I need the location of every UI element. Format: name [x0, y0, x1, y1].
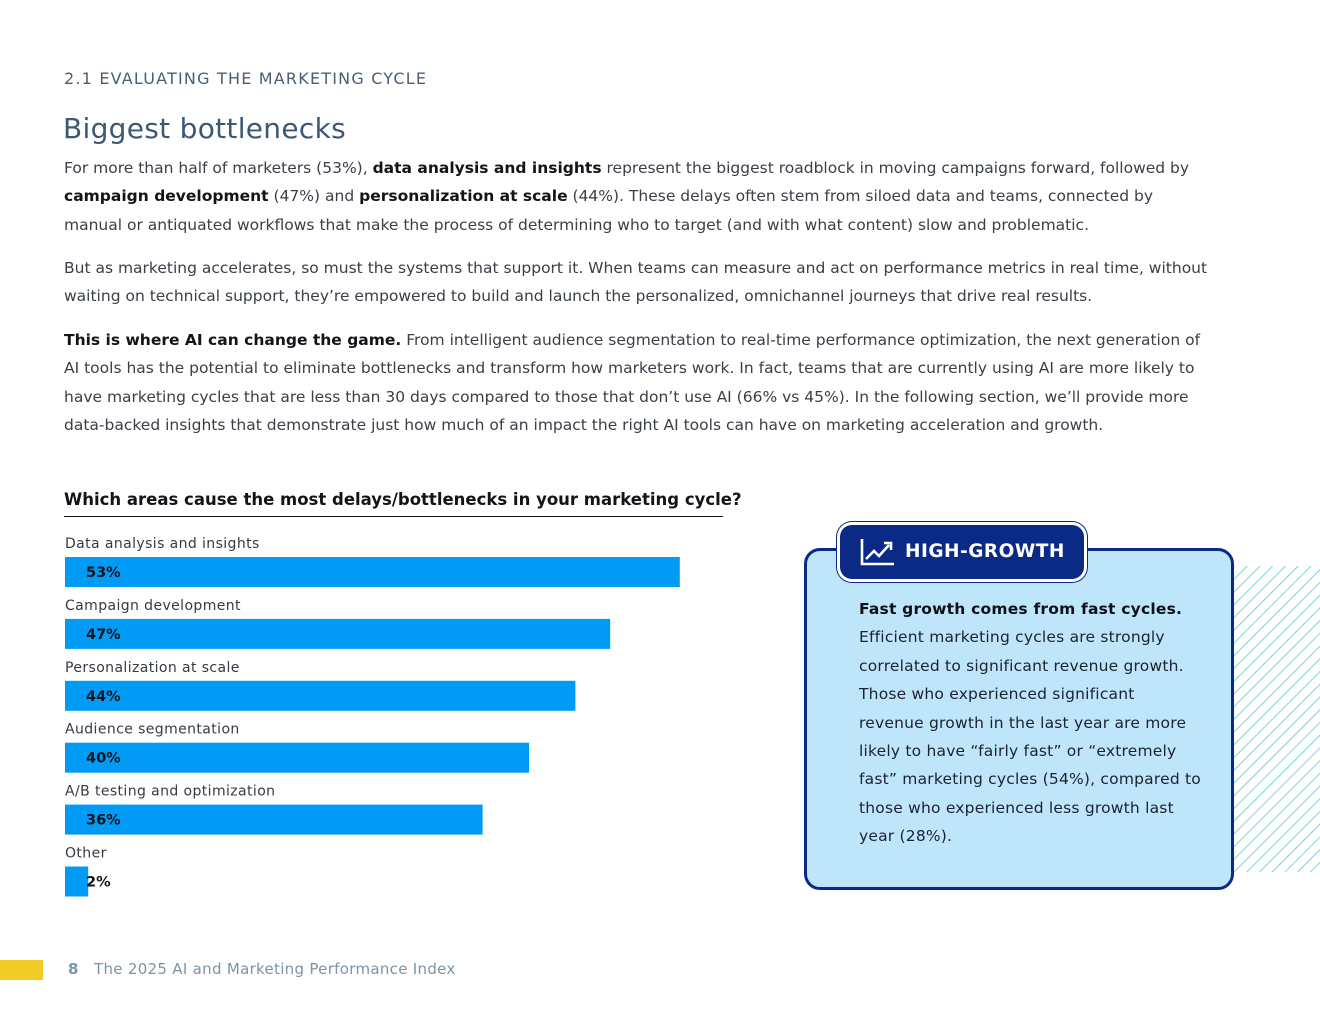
bar: [65, 619, 610, 649]
bar: [65, 557, 680, 587]
bar-value-label: 44%: [86, 688, 121, 705]
bar: [65, 805, 483, 835]
section-label: 2.1 EVALUATING THE MARKETING CYCLE: [64, 69, 428, 88]
bar-category-label: Data analysis and insights: [65, 536, 260, 552]
page-number: 8: [68, 960, 79, 978]
bar-category-label: A/B testing and optimization: [65, 783, 276, 800]
page-title: Biggest bottlenecks: [63, 112, 346, 145]
p1-bold-2: campaign development: [64, 187, 269, 206]
bar: [65, 681, 575, 711]
bar-value-label: 47%: [86, 626, 121, 643]
p1-text-2: represent the biggest roadblock in moving campaigns forward, followed by: [601, 159, 1190, 177]
callout-tag-label: HIGH-GROWTH: [905, 541, 1065, 562]
p1-bold-1: data analysis and insights: [372, 159, 602, 177]
footer-accent-bar: [0, 960, 43, 980]
bar-value-label: 40%: [86, 750, 121, 767]
bar: [65, 743, 529, 773]
decorative-hatch-pattern: [1234, 566, 1320, 872]
p1-text-3: (47%) and: [268, 187, 360, 206]
p1-text-1: For more than half of marketers (53%),: [64, 159, 373, 177]
callout-heading: Fast growth comes from fast cycles.: [859, 600, 1183, 618]
p1-text-4: (44%). These delays often stem from siloed data and teams, connected by manual or antiquated workflows that make the process of determining who to target (and with what content) slow and problematic.: [64, 187, 1154, 234]
callout-body: [859, 595, 1204, 851]
bar-value-label: 36%: [86, 812, 121, 829]
bar-category-label: Personalization at scale: [65, 659, 240, 676]
callout-text: Efficient marketing cycles are strongly correlated to significant revenue growth. Those who experienced significant revenue growth in the last year are more likely to have “fairly fast” or “extremely fast” marketing cycles (54%), compared to those who experienced less growth last year (28%).: [859, 628, 1201, 846]
p3-bold-1: This is where AI can change the game.: [64, 331, 402, 349]
chart-title: Which areas cause the most delays/bottlenecks in your marketing cycle?: [64, 490, 723, 517]
trend-up-chart-icon: [860, 537, 896, 567]
footer-doc-title: The 2025 AI and Marketing Performance Index: [94, 960, 456, 978]
systems-paragraph: But as marketing accelerates, so must the systems that support it. When teams can measure and act on performance metrics in real time, without waiting on technical support, they’re empowered to build and launch the personalized, omnichannel journeys that drive real results.: [64, 259, 1208, 306]
p3-text-1: From intelligent audience segmentation to real-time performance optimization, the next generation of AI tools has the potential to eliminate bottlenecks and transform how marketers work. In fact, teams that are currently using AI are more likely to have marketing cycles that are less than 30 days compared to those that don’t use AI (66% vs 45%). In the following section, we’ll provide more data-backed insights that demonstrate just how much of an impact the right AI tools can have on marketing acceleration and growth.: [64, 331, 1201, 434]
p1-bold-3: personalization at scale: [359, 187, 568, 206]
bar-value-label: 53%: [86, 565, 121, 581]
bar-value-label: 2%: [86, 874, 111, 891]
bar-category-label: Other: [65, 845, 107, 862]
bar: [65, 867, 88, 897]
bar-category-label: Audience segmentation: [65, 721, 240, 738]
bar-category-label: Campaign development: [65, 597, 241, 614]
